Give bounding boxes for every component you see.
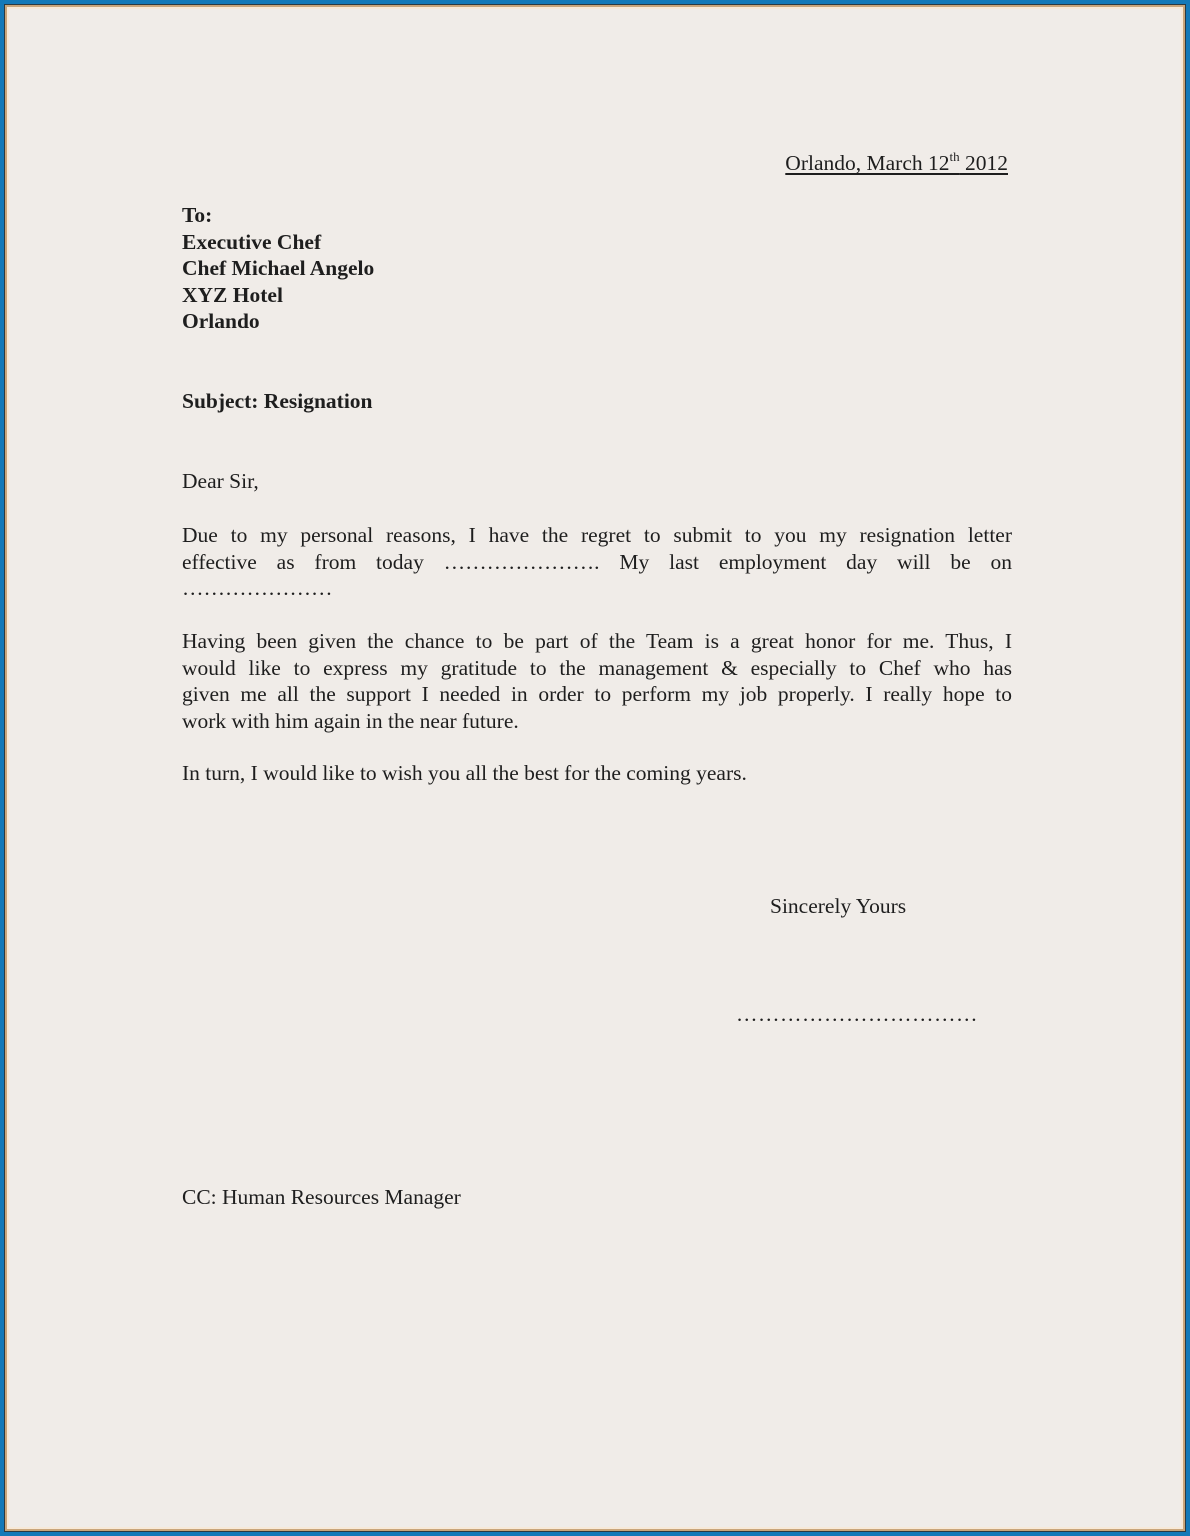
- paragraph-line: effective as from today …………………. My last employment day will be on: [182, 549, 1012, 574]
- paragraph-line: Due to my personal reasons, I have the regret to submit to you my resignation letter: [182, 523, 1012, 547]
- paragraph-wishes: [182, 760, 1012, 787]
- page-frame: [4, 4, 1186, 1532]
- recipient-organization: XYZ Hotel: [182, 282, 283, 307]
- signature-line: ……………………………: [736, 1002, 978, 1026]
- paragraph-line: Having been given the chance to be part of the Team is a great honor for me. Thus, I: [182, 629, 1012, 653]
- recipient-city: Orlando: [182, 309, 260, 333]
- paragraph-resignation: [182, 522, 1012, 602]
- paragraph-line: would like to express my gratitude to the management & especially to Chef who has: [182, 655, 1012, 680]
- recipient-label: To:: [182, 203, 213, 227]
- recipient-title: Executive Chef: [182, 229, 322, 254]
- recipient-name: Chef Michael Angelo: [182, 256, 375, 280]
- paragraph-line: work with him again in the near future.: [182, 708, 519, 733]
- paragraph-line: In turn, I would like to wish you all the best for the coming years.: [182, 761, 747, 785]
- date-ordinal-suffix: th: [949, 149, 960, 164]
- letter-date: [785, 150, 1008, 177]
- recipient-block: [182, 202, 374, 335]
- letter-page: [5, 5, 1185, 1531]
- greeting: Dear Sir,: [182, 469, 259, 493]
- date-year: 2012: [959, 151, 1008, 175]
- paragraph-line: given me all the support I needed in order to perform my job properly. I really hope to: [182, 682, 1012, 706]
- subject-line: Subject: Resignation: [182, 389, 373, 413]
- closing: Sincerely Yours: [770, 894, 907, 918]
- paragraph-line: …………………: [182, 576, 333, 600]
- cc-line: CC: Human Resources Manager: [182, 1185, 461, 1209]
- paragraph-gratitude: [182, 628, 1012, 734]
- date-text: Orlando, March 12: [785, 151, 950, 175]
